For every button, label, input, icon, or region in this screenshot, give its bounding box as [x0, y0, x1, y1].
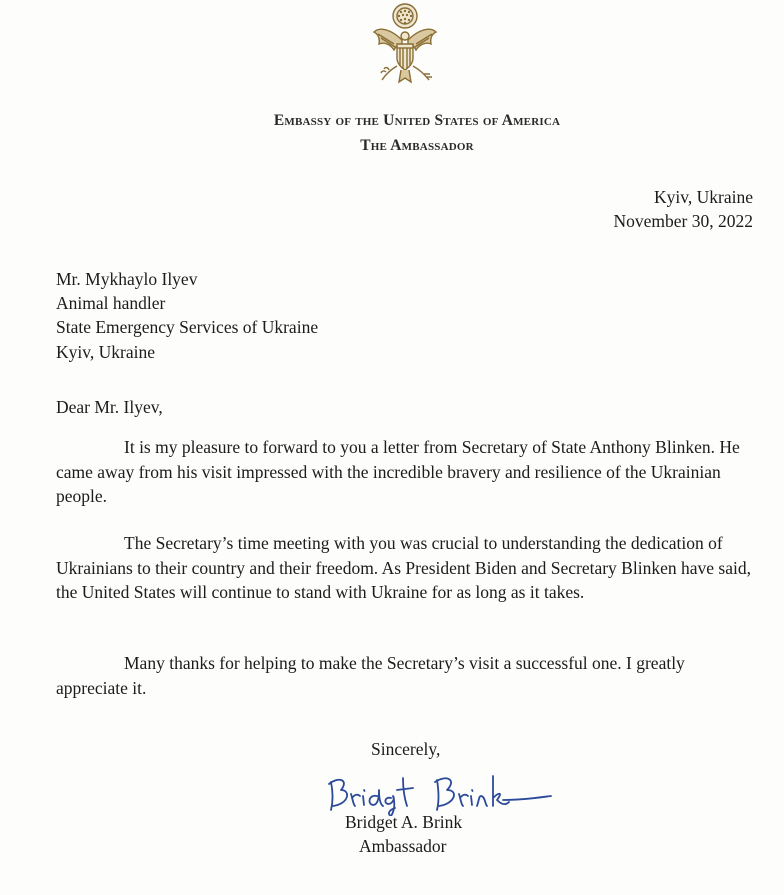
- body-paragraph-1: It is my pleasure to forward to you a letter from Secretary of State Anthony Blinken. He came away from his visit impressed with the incredible bravery and resilience of the Ukrainian people.: [56, 437, 740, 506]
- letter-date: November 30, 2022: [613, 211, 753, 231]
- recipient-role: Animal handler: [56, 293, 166, 313]
- signer-name: Bridget A. Brink: [345, 812, 463, 832]
- signer-title: Ambassador: [359, 836, 447, 856]
- great-seal-eagle-icon: [364, 0, 446, 92]
- recipient-organization: State Emergency Services of Ukraine: [56, 317, 319, 337]
- salutation: Dear Mr. Ilyev,: [56, 397, 163, 417]
- embassy-name: Embassy of the United States of America: [273, 112, 561, 129]
- letter-location: Kyiv, Ukraine: [654, 187, 753, 207]
- ambassador-office: The Ambassador: [360, 137, 474, 154]
- closing: Sincerely,: [371, 739, 441, 759]
- body-paragraph-3: Many thanks for helping to make the Secretary’s visit a successful one. I greatly appreciate it.: [56, 653, 685, 698]
- recipient-name: Mr. Mykhaylo Ilyev: [56, 269, 198, 289]
- handwritten-signature: [325, 770, 555, 816]
- recipient-city: Kyiv, Ukraine: [56, 342, 155, 362]
- body-paragraph-2: The Secretary’s time meeting with you was crucial to understanding the dedication of Ukrainians to their country and their freedom. As President Biden and Secretary Blinken have said, the United States will continue to stand with Ukraine for as long as it takes.: [56, 533, 751, 602]
